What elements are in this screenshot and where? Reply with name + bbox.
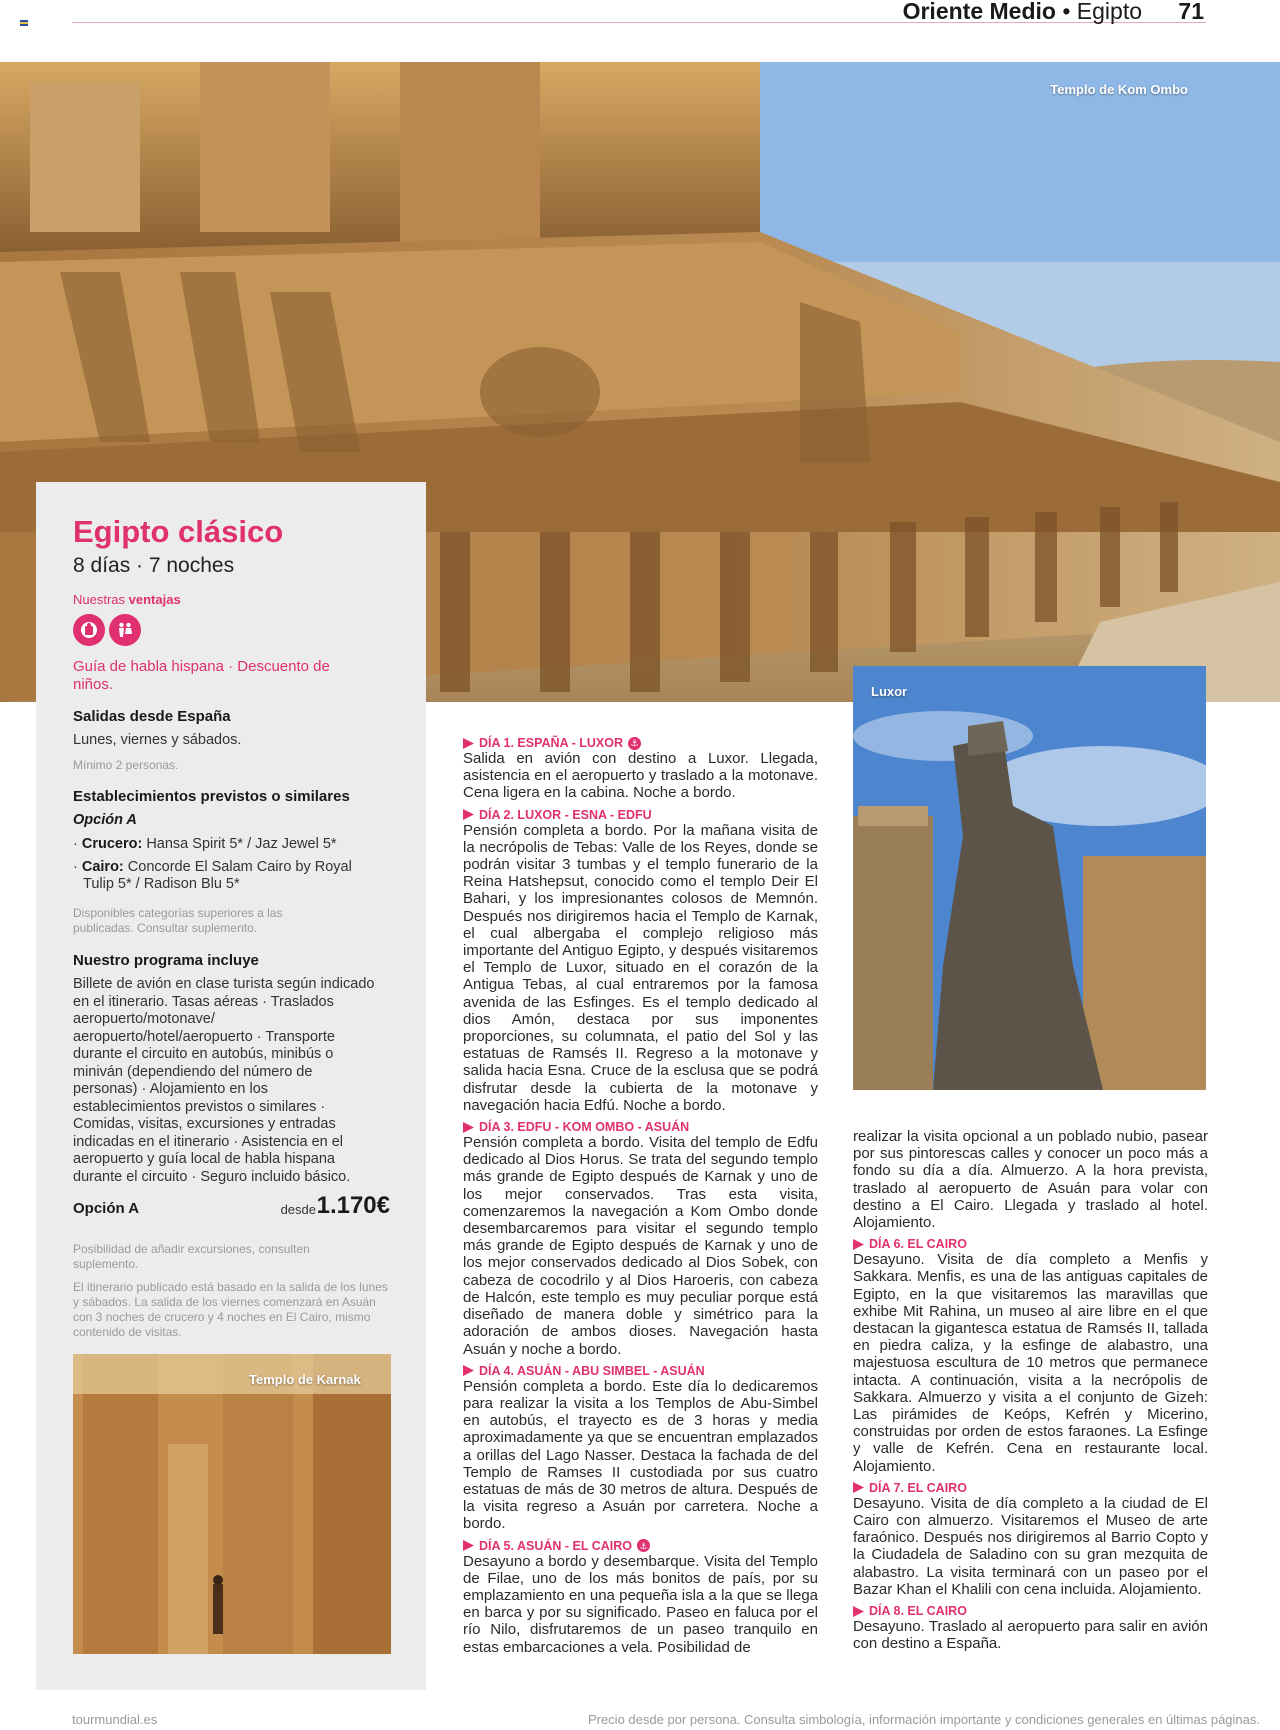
day-7-text: Desayuno. Visita de día completo a la ciudad de El Cairo con almuerzo. Visitaremos el Museo de arte faraónico. Después nos dirigiremos al Barrio Copto y la Ciudadela de Saladino con su gran mezquita de alabastro. La visita terminará con un paseo por el Bazar Khan el Khalili con cena incluida. Alojamiento. bbox=[853, 1494, 1208, 1598]
arrow-bullet-icon bbox=[463, 1540, 474, 1551]
day-3-title: DÍA 3. EDFU - KOM OMBO - ASUÁN bbox=[479, 1120, 690, 1135]
hotel-cruise: · Crucero: Hansa Spirit 5* / Jaz Jewel 5* bbox=[73, 836, 337, 852]
departures-minimum: Mínimo 2 personas. bbox=[73, 758, 179, 772]
arrow-bullet-icon bbox=[463, 1122, 474, 1133]
hotel-cairo-value: Concorde El Salam Cairo by Royal Tulip 5* / Radison Blu 5* bbox=[83, 859, 352, 892]
arrow-bullet-icon bbox=[853, 1482, 864, 1493]
day-8-heading bbox=[853, 1604, 1208, 1618]
itinerary-column-1 bbox=[463, 736, 818, 1656]
hero-caption: Templo de Kom Ombo bbox=[1050, 82, 1188, 97]
advantages-text: Guía de habla hispana · Descuento de niños. bbox=[73, 658, 330, 693]
hotel-cairo: · Cairo: Concorde El Salam Cairo by Royal Tulip 5* / Radison Blu 5* bbox=[73, 859, 352, 892]
day-6-title: DÍA 6. EL CAIRO bbox=[869, 1237, 967, 1252]
day-3-heading bbox=[463, 1120, 818, 1134]
arrow-bullet-icon bbox=[463, 809, 474, 820]
day-7-title: DÍA 7. EL CAIRO bbox=[869, 1480, 967, 1495]
trip-info-panel bbox=[36, 482, 426, 1690]
day-3-text: Pensión completa a bordo. Visita del templo de Edfu dedicado al Dios Horus. Se trata del segundo templo más grande de Egipto después de Karnak y uno de los mejor conservados. Tras esta visita, comenzaremos la navegación a Kom Ombo donde desembarcaremos para visitar el segundo templo más grande de Egipto después de Karnak y uno de los mejor conservados dedicado al Dios Sobek, con cabeza de cocodrilo y al Dios Haroeris, con cabeza de Halcón, este templo es muy peculiar porque está diseñado de manera doble y simétrico para la adoración de ambos dioses. Navegación hasta Asuán y noche a bordo. bbox=[463, 1134, 818, 1358]
luxor-caption: Luxor bbox=[871, 684, 908, 699]
hotels-note: Disponibles categorías superiores a las publicadas. Consultar suplemento. bbox=[73, 906, 283, 935]
day-5-heading bbox=[463, 1539, 818, 1553]
page-header bbox=[903, 0, 1204, 24]
hotel-cruise-value: Hansa Spirit 5* / Jaz Jewel 5* bbox=[146, 836, 337, 852]
excursions-note: Posibilidad de añadir excursiones, consulten suplemento. bbox=[73, 1242, 310, 1271]
advantages-label-prefix: Nuestras bbox=[73, 592, 126, 607]
day-2-title: DÍA 2. LUXOR - ESNA - EDFU bbox=[479, 807, 652, 822]
luxor-illustration bbox=[853, 666, 1206, 1090]
price-from-label: desde bbox=[280, 1202, 316, 1217]
departures-days: Lunes, viernes y sábados. bbox=[73, 732, 242, 748]
day-2-heading bbox=[463, 808, 818, 822]
day-1-text: Salida en avión con destino a Luxor. Llegada, asistencia en el aeropuerto y traslado a la motonave. Cena ligera en la cabina. Noche a bordo. bbox=[463, 750, 818, 802]
guide-icon bbox=[73, 614, 105, 646]
header-country: Egipto bbox=[1076, 0, 1143, 24]
day-1-heading bbox=[463, 736, 818, 750]
day-5-text: Desayuno a bordo y desembarque. Visita del Templo de Filae, uno de los más bonitos de país, por su emplazamiento en una pequeña isla a la que se llega en barca y por su significado. Paseo en faluca por el río Nilo, disfrutaremos de un paseo tranquilo en estas embarcaciones a vela. Posibilidad de bbox=[463, 1552, 818, 1656]
itinerary-column-2 bbox=[853, 1128, 1208, 1652]
day-4-heading bbox=[463, 1364, 818, 1378]
price-row bbox=[73, 1194, 390, 1222]
header-separator: • bbox=[1062, 0, 1071, 24]
advantages-label bbox=[73, 592, 181, 607]
includes-title: Nuestro programa incluye bbox=[73, 952, 259, 969]
day-8-title: DÍA 8. EL CAIRO bbox=[869, 1604, 967, 1619]
footer-website[interactable]: tourmundial.es bbox=[72, 1712, 158, 1727]
luxor-image bbox=[853, 666, 1206, 1090]
day-4-text: Pensión completa a bordo. Este día lo dedicaremos para realizar la visita a los Templos de Abu-Simbel en autobús, el trayecto es de 3 horas y media aproximadamente ya que se encuentran emplazados a orillas del Lago Nasser. Destaca la fachada de del Templo de Ramses II custodiada por sus cuatro estatuas de más de 30 metros de altura. Después de la visita regreso a Asuán por carretera. Noche a bordo. bbox=[463, 1377, 818, 1533]
day-5-text-continued: realizar la visita opcional a un poblado nubio, pasear por sus pintorescas calles y conocer un poco más a fondo su día a día. Almuerzo. A la hora prevista, traslado al aeropuerto de Asuán para volar con destino a El Cairo. Llegada y traslado al hotel. Alojamiento. bbox=[853, 1128, 1208, 1232]
anchor-icon: ⚓ bbox=[628, 737, 641, 750]
departures-title: Salidas desde España bbox=[73, 708, 231, 725]
day-8-text: Desayuno. Traslado al aeropuerto para salir en avión con destino a España. bbox=[853, 1618, 1208, 1653]
arrow-bullet-icon bbox=[463, 738, 474, 749]
day-1-title: DÍA 1. ESPAÑA - LUXOR bbox=[479, 736, 623, 750]
arrow-bullet-icon bbox=[463, 1365, 474, 1376]
price-option: Opción A bbox=[73, 1200, 140, 1217]
itinerary-note: El itinerario publicado está basado en la salida de los lunes y sábados. La salida de los viernes comenzará en Asuán con 3 noches de crucero y 4 noches en El Cairo, mismo contenido de visitas. bbox=[73, 1280, 388, 1339]
anchor-icon: ⚓ bbox=[637, 1539, 650, 1552]
trip-duration: 8 días · 7 noches bbox=[73, 554, 235, 577]
trip-title: Egipto clásico bbox=[73, 514, 284, 549]
day-6-text: Desayuno. Visita de día completo a Menfis y Sakkara. Menfis, es una de las antiguas capitales de Egipto, en la que visitaremos las maravillas que exhibe Mit Rahina, un museo al aire libre en el que destacan la gigantesca estatua de Ramsés II, tallada en piedra caliza, y la esfinge de alabastro, una majestuosa escultura de 10 metros que permanece intacta. A continuación, visita a la necrópolis de Sakkara. Almuerzo y visita a el conjunto de Gizeh: Las pirámides de Keóps, Kefrén y Micerino, construidas por orden de estos faraones. La Esfinge y valle de Kefrén. Cena en restaurante local. Alojamiento. bbox=[853, 1251, 1208, 1475]
advantages-label-bold: ventajas bbox=[128, 592, 181, 607]
karnak-caption: Templo de Karnak bbox=[249, 1372, 361, 1387]
price-amount: 1.170€ bbox=[316, 1192, 390, 1219]
day-5-title: DÍA 5. ASUÁN - EL CAIRO bbox=[479, 1538, 633, 1553]
hotel-cairo-label: Cairo: bbox=[81, 859, 124, 875]
children-icon bbox=[109, 614, 141, 646]
footer-disclaimer: Precio desde por persona. Consulta simbología, información importante y condiciones generales en últimas páginas. bbox=[587, 1712, 1260, 1727]
arrow-bullet-icon bbox=[853, 1606, 864, 1617]
page-number: 71 bbox=[1178, 0, 1204, 24]
hotels-option: Opción A bbox=[73, 812, 137, 828]
karnak-illustration bbox=[73, 1354, 391, 1654]
day-7-heading bbox=[853, 1481, 1208, 1495]
advantages-icons bbox=[73, 614, 141, 646]
header-region: Oriente Medio bbox=[902, 0, 1056, 24]
karnak-image bbox=[73, 1354, 391, 1654]
hotels-title: Establecimientos previstos o similares bbox=[73, 788, 350, 805]
day-4-title: DÍA 4. ASUÁN - ABU SIMBEL - ASUÁN bbox=[479, 1363, 705, 1378]
day-2-text: Pensión completa a bordo. Por la mañana visita de la necrópolis de Tebas: Valle de los Reyes, donde se podrán visitar 3 tumbas y el templo funerario de la Reina Hatshepsut, conocido como el templo Deir El Bahari, y los impresionantes colosos de Memnón. Después nos dirigiremos hacia el Templo de Karnak, el cual albergaba el complejo religioso más importante del Antiguo Egipto, y después visitaremos el Templo de Luxor, situado en el corazón de la Antigua Tebas, al cual entraremos por la famosa avenida de las Esfinges. Es el templo dedicado al dios Amón, destaca por sus imponentes proporciones, su columnata, el patio del Sol y las estatuas de Ramsés II. Regreso a la motonave y salida hacia Esna. Cruce de la esclusa que se podrá disfrutar desde la cubierta de la motonave y navegación hacia Edfú. Noche a bordo. bbox=[463, 821, 818, 1114]
hotel-cruise-label: Crucero: bbox=[81, 836, 143, 852]
arrow-bullet-icon bbox=[853, 1239, 864, 1250]
day-6-heading bbox=[853, 1237, 1208, 1251]
flag-icon bbox=[20, 20, 28, 26]
includes-text: Billete de avión en clase turista según indicado en el itinerario. Tasas aéreas · Traslados aeropuerto/motonave/ aeropuerto/hotel/aeropuerto · Transporte durante el circuito en autobús, minibús o miniván (dependiendo del número de personas) · Alojamiento en los establecimientos previstos o similares · Comidas, visitas, excursiones y entradas indicadas en el itinerario · Asistencia en el aeropuerto y guía local de habla hispana durante el circuito · Seguro incluido básico. bbox=[73, 976, 375, 1185]
